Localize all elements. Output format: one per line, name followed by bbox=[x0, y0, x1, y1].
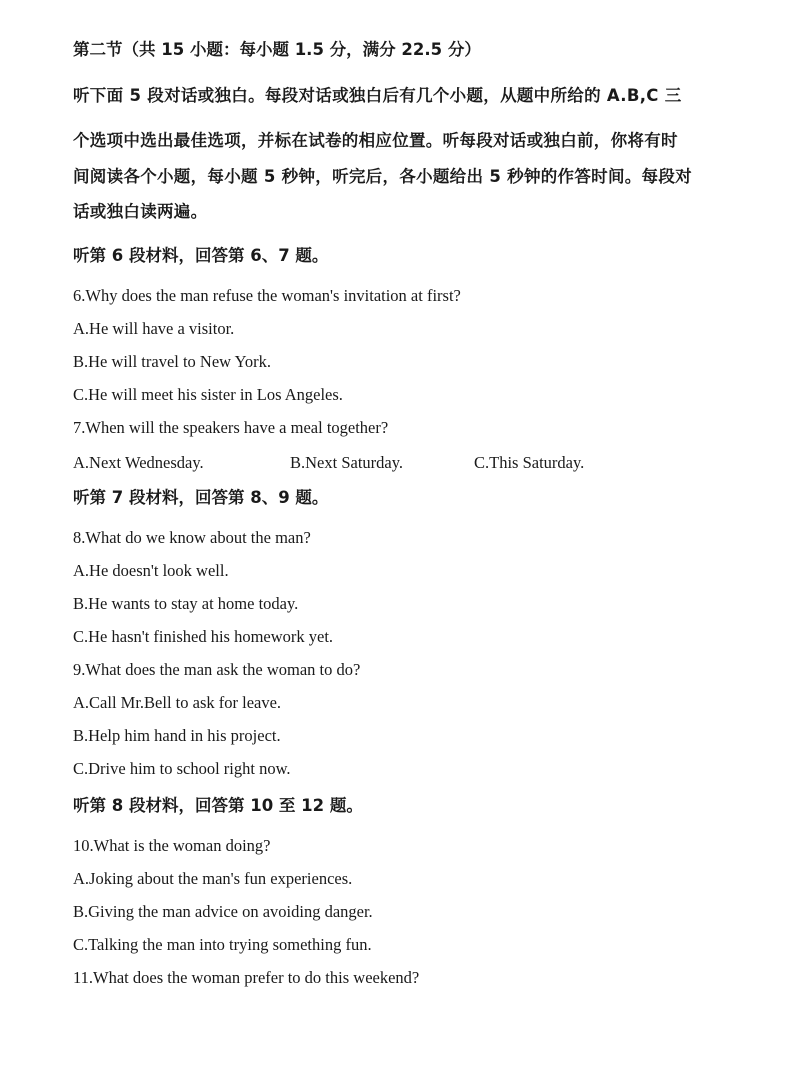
answer-option: A.Joking about the man's fun experiences. bbox=[73, 869, 353, 888]
instructions-line-3: 间阅读各个小题，每小题 5 秒钟，听完后，各小题给出 5 秒钟的作答时间。每段对 bbox=[73, 167, 692, 186]
question-stem: 6.Why does the man refuse the woman's invitation at first? bbox=[73, 286, 461, 305]
section-header: 第二节（共 15 小题：每小题 1.5 分，满分 22.5 分） bbox=[73, 40, 481, 59]
question-stem: 8.What do we know about the man? bbox=[73, 528, 311, 547]
instructions-line-2: 个选项中选出最佳选项，并标在试卷的相应位置。听每段对话或独白前，你将有时 bbox=[73, 131, 678, 150]
question-stem: 7.When will the speakers have a meal together? bbox=[73, 418, 389, 437]
answer-option: C.Drive him to school right now. bbox=[73, 759, 291, 778]
answer-option: C.Talking the man into trying something fun. bbox=[73, 935, 372, 954]
group-heading: 听第 7 段材料，回答第 8、9 题。 bbox=[73, 488, 329, 507]
question-stem: 10.What is the woman doing? bbox=[73, 836, 271, 855]
group-heading: 听第 8 段材料，回答第 10 至 12 题。 bbox=[73, 796, 363, 815]
answer-option: B.Help him hand in his project. bbox=[73, 726, 281, 745]
question-stem: 11.What does the woman prefer to do this weekend? bbox=[73, 968, 420, 987]
instructions-line-1: 听下面 5 段对话或独白。每段对话或独白后有几个小题，从题中所给的 A.B,C 三 bbox=[73, 86, 682, 105]
answer-option: A.He will have a visitor. bbox=[73, 319, 235, 338]
answer-option: B.Giving the man advice on avoiding danger. bbox=[73, 902, 373, 921]
answer-option: C.He hasn't finished his homework yet. bbox=[73, 627, 334, 646]
answer-option: B.He wants to stay at home today. bbox=[73, 594, 299, 613]
instructions-line-4: 话或独白读两遍。 bbox=[73, 202, 208, 221]
answer-option: B.Next Saturday. bbox=[290, 453, 404, 472]
group-heading: 听第 6 段材料，回答第 6、7 题。 bbox=[73, 246, 329, 265]
question-stem: 9.What does the man ask the woman to do? bbox=[73, 660, 361, 679]
answer-option: A.He doesn't look well. bbox=[73, 561, 229, 580]
answer-option: B.He will travel to New York. bbox=[73, 352, 271, 371]
answer-option: C.This Saturday. bbox=[474, 453, 585, 472]
answer-option: A.Next Wednesday. bbox=[73, 453, 204, 472]
answer-option: A.Call Mr.Bell to ask for leave. bbox=[73, 693, 282, 712]
answer-option: C.He will meet his sister in Los Angeles. bbox=[73, 385, 343, 404]
